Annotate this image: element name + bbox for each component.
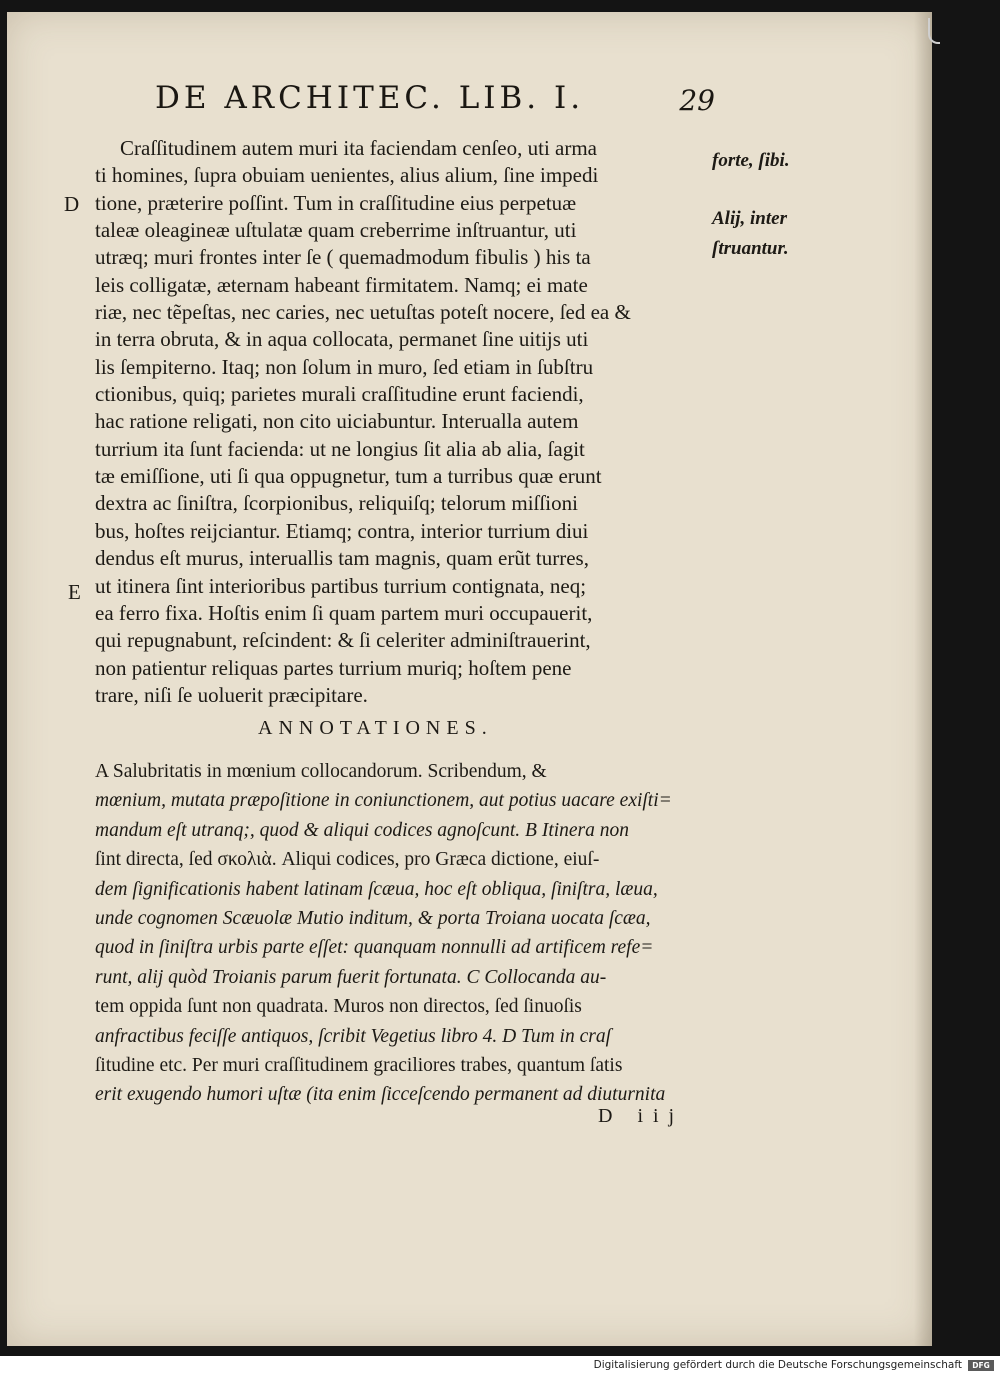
text-line: ctionibus, quiq; parietes murali craſſitudine erunt faciendi, <box>95 382 584 407</box>
note-line: tem oppida ſunt non quadrata. Muros non directos, ſed ſinuoſis <box>95 996 582 1018</box>
funding-credit: Digitalisierung gefördert durch die Deutsche Forschungsgemeinschaft <box>593 1359 962 1371</box>
text-line: hac ratione religati, non cito uiciabuntur. Interualla autem <box>95 409 579 434</box>
note-line: mœnium, mutata præpoſitione in coniunctionem, aut potius uacare exiſti= <box>95 790 672 812</box>
note-line: anfractibus feciſſe antiquos, ſcribit Vegetius libro 4. D Tum in craſ <box>95 1025 612 1047</box>
text-line: bus, hoſtes reijciantur. Etiamq; contra, interior turrium diui <box>95 518 589 543</box>
text-line: dextra ac ſiniſtra, ſcorpionibus, reliquiſq; telorum miſſioni <box>95 491 578 516</box>
main-text-block <box>95 135 715 709</box>
text-line: taleæ oleagineæ uſtulatæ quam creberrime inſtruantur, uti <box>95 218 577 243</box>
text-line: qui repugnabunt, reſcindent: & ſi celeriter adminiſtrauerint, <box>95 628 591 653</box>
text-line: tæ emiſſione, uti ſi qua oppugnetur, tum a turribus quæ erunt <box>95 464 602 489</box>
note-line: ſitudine etc. Per muri craſſitudinem graciliores trabes, quantum ſatis <box>95 1054 623 1076</box>
note-line: A Salubritatis in mœnium collocandorum. Scribendum, & <box>95 761 547 782</box>
dfg-logo: DFG <box>968 1360 994 1371</box>
signature-mark: D iij <box>598 1105 685 1127</box>
note-line: dem ſignificationis habent latinam ſcæua, hoc eſt obliqua, ſiniſtra, læua, <box>95 878 658 900</box>
footer-bar <box>0 1356 1000 1376</box>
annotations-heading: ANNOTATIONES. <box>258 717 493 739</box>
note-line: quod in ſiniſtra urbis parte eſſet: quanquam nonnulli ad artificem refe= <box>95 937 654 959</box>
running-title: DE ARCHITEC. LIB. I. <box>155 80 585 116</box>
page-number: 29 <box>679 84 715 117</box>
text-line: tione, præterire poſſint. Tum in craſſitudine eius perpetuæ <box>95 190 577 215</box>
text-line: Craſſitudinem autem muri ita faciendam cenſeo, uti arma <box>120 136 597 160</box>
text-line: lis ſempiterno. Itaq; non ſolum in muro, ſed etiam in ſubſtru <box>95 354 594 379</box>
page-header <box>155 80 715 128</box>
text-line: leis colligatæ, æternam habeant firmitatem. Namq; ei mate <box>95 272 588 297</box>
text-line: ti homines, ſupra obuiam uenientes, alius alium, ſine impedi <box>95 163 599 188</box>
text-line: trare, niſi ſe uoluerit præcipitare. <box>95 682 368 707</box>
marginal-note: forte, ſibi. <box>712 150 790 171</box>
annotations-text-block <box>95 757 715 1110</box>
note-line: mandum eſt utranq;, quod & aliqui codices agnoſcunt. B Itinera non <box>95 819 630 841</box>
note-line: unde cognomen Scæuolæ Mutio inditum, & porta Troiana uocata ſcæa, <box>95 907 651 929</box>
text-line: ea ferro fixa. Hoſtis enim ſi quam partem muri occupauerit, <box>95 600 593 625</box>
side-letter-e: E <box>68 580 81 604</box>
note-line: erit exugendo humori uſtæ (ita enim ſicceſcendo permanent ad diuturnita <box>95 1084 666 1106</box>
marginal-note: ſtruantur. <box>712 238 789 259</box>
text-line: non patientur reliquas partes turrium muriq; hoſtem pene <box>95 655 572 680</box>
page-corner-curl <box>928 18 940 44</box>
text-line: dendus eſt murus, interuallis tam magnis, quam erũt turres, <box>95 546 589 571</box>
text-line: ut itinera ſint interioribus partibus turrium contignata, neq; <box>95 573 587 598</box>
text-line: turrium ita ſunt facienda: ut ne longius ſit alia ab alia, ſagit <box>95 436 585 461</box>
note-line: ſint directa, ſed σκολιὰ. Aliqui codices, pro Græca dictione, eiuſ- <box>95 849 600 871</box>
marginal-note: Alij, inter <box>712 208 787 229</box>
text-line: in terra obruta, & in aqua collocata, permanet ſine uitijs uti <box>95 327 589 352</box>
text-line: utræq; muri frontes inter ſe ( quemadmodum fibulis ) his ta <box>95 245 591 270</box>
side-letter-d: D <box>64 192 80 216</box>
text-line: riæ, nec tẽpeſtas, nec caries, nec uetuſtas poteſt nocere, ſed ea & <box>95 300 631 325</box>
note-line: runt, alij quòd Troianis parum fuerit fortunata. C Collocanda au- <box>95 966 607 988</box>
page-edge-shadow <box>914 12 932 1346</box>
